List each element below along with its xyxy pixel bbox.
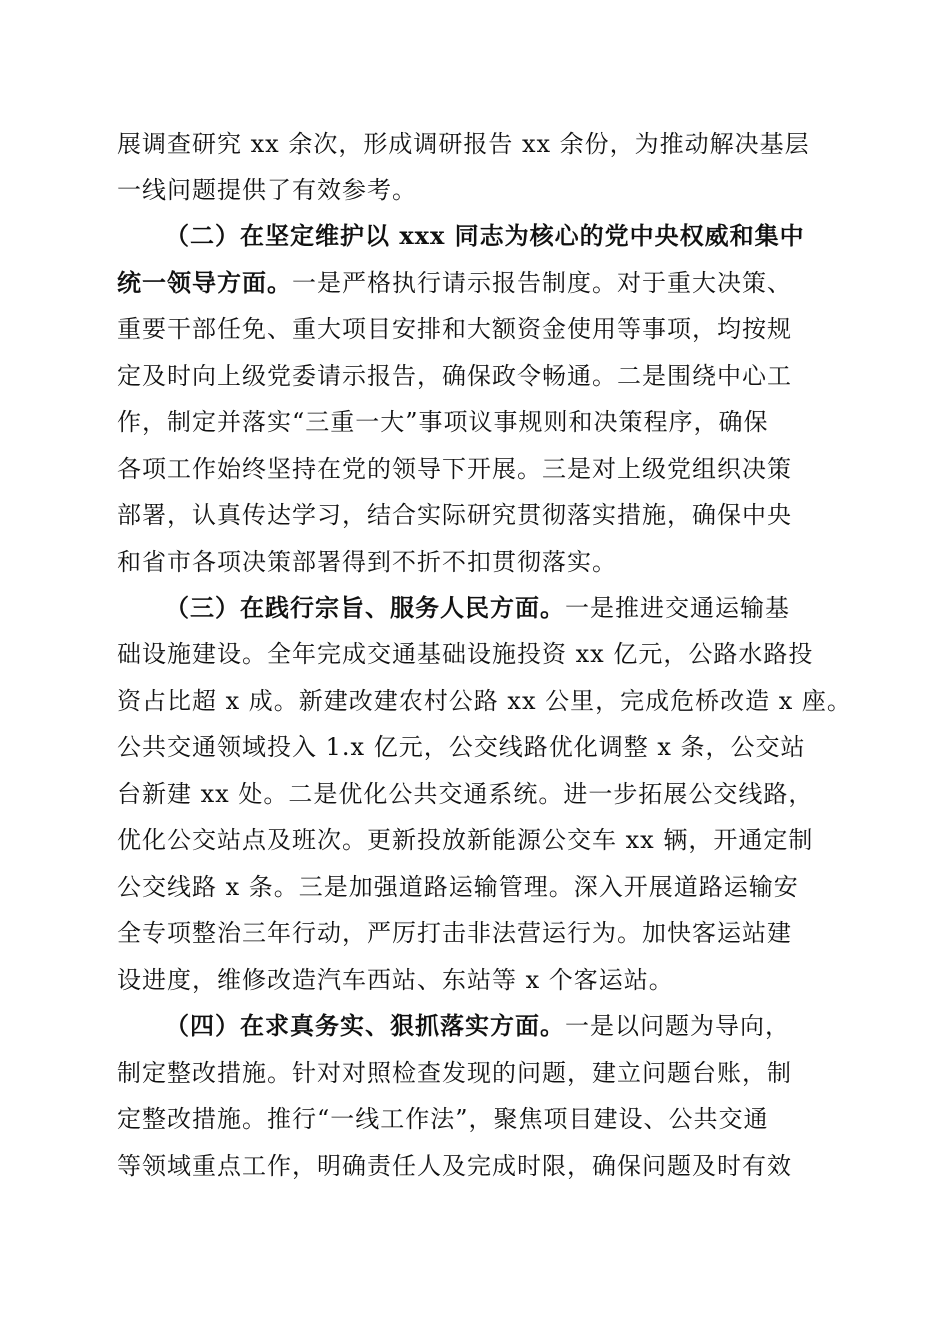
text-segment: 一线问题提供了有效参考。 bbox=[117, 176, 417, 204]
text-segment: 资占比超 x 成。新建改建农村公路 xx 公里，完成危桥改造 x 座。 bbox=[117, 687, 852, 715]
text-line bbox=[117, 634, 813, 674]
text-segment: 设进度，维修改造汽车西站、东站等 x 个客运站。 bbox=[117, 966, 674, 994]
text-segment: 公共交通领域投入 1.x 亿元，公交线路优化调整 x 条，公交站 bbox=[117, 733, 806, 761]
text-line bbox=[165, 216, 805, 256]
text-line bbox=[117, 356, 792, 396]
text-segment: 部署，认真传达学习，结合实际研究贯彻落实措施，确保中央 bbox=[117, 501, 792, 529]
text-line bbox=[117, 124, 810, 164]
text-segment: 公交线路 x 条。三是加强道路运输管理。深入开展道路运输安 bbox=[117, 873, 799, 901]
text-line bbox=[117, 1099, 769, 1139]
text-line bbox=[117, 449, 792, 489]
bold-heading-segment: （二）在坚定维护以 xxx 同志为核心的党中央权威和集中 bbox=[165, 221, 805, 250]
text-line bbox=[117, 542, 617, 582]
text-line bbox=[117, 681, 852, 721]
text-segment: 定及时向上级党委请示报告，确保政令畅通。二是围绕中心工 bbox=[117, 362, 792, 390]
text-line bbox=[117, 309, 792, 349]
text-segment: 全专项整治三年行动，严厉打击非法营运行为。加快客运站建 bbox=[117, 919, 792, 947]
text-line bbox=[165, 588, 790, 628]
text-segment: 一是推进交通运输基 bbox=[565, 594, 790, 622]
text-line bbox=[117, 1146, 792, 1186]
text-line bbox=[117, 1053, 792, 1093]
text-segment: 制定整改措施。针对对照检查发现的问题，建立问题台账，制 bbox=[117, 1059, 792, 1087]
text-segment: 台新建 xx 处。二是优化公共交通系统。进一步拓展公交线路， bbox=[117, 780, 814, 808]
text-line bbox=[117, 495, 792, 535]
text-segment: 作，制定并落实“三重一大”事项议事规则和决策程序，确保 bbox=[117, 408, 769, 436]
text-line bbox=[117, 727, 805, 767]
text-segment: 优化公交站点及班次。更新投放新能源公交车 xx 辆，开通定制 bbox=[117, 826, 814, 854]
text-segment: 础设施建设。全年完成交通基础设施投资 xx 亿元，公路水路投 bbox=[117, 640, 814, 668]
text-line bbox=[165, 1006, 790, 1046]
text-segment: 一是以问题为导向， bbox=[565, 1012, 790, 1040]
bold-heading-segment: （三）在践行宗旨、服务人民方面。 bbox=[165, 593, 565, 622]
text-segment: 和省市各项决策部署得到不折不扣贯彻落实。 bbox=[117, 548, 617, 576]
text-segment: 各项工作始终坚持在党的领导下开展。三是对上级党组织决策 bbox=[117, 455, 792, 483]
text-segment: 展调查研究 xx 余次，形成调研报告 xx 余份，为推动解决基层 bbox=[117, 130, 810, 158]
bold-heading-segment: 统一领导方面。 bbox=[117, 268, 292, 297]
text-line bbox=[117, 820, 813, 860]
text-line bbox=[117, 774, 813, 814]
text-line bbox=[117, 913, 792, 953]
text-segment: 重要干部任免、重大项目安排和大额资金使用等事项，均按规 bbox=[117, 315, 792, 343]
bold-heading-segment: （四）在求真务实、狠抓落实方面。 bbox=[165, 1011, 565, 1040]
text-segment: 等领域重点工作，明确责任人及完成时限，确保问题及时有效 bbox=[117, 1152, 792, 1180]
text-segment: 定整改措施。推行“一线工作法”，聚焦项目建设、公共交通 bbox=[117, 1105, 769, 1133]
text-line bbox=[117, 402, 769, 442]
text-line bbox=[117, 263, 792, 303]
text-line bbox=[117, 867, 799, 907]
text-segment: 一是严格执行请示报告制度。对于重大决策、 bbox=[292, 269, 792, 297]
text-line bbox=[117, 170, 417, 210]
text-line bbox=[117, 960, 674, 1000]
